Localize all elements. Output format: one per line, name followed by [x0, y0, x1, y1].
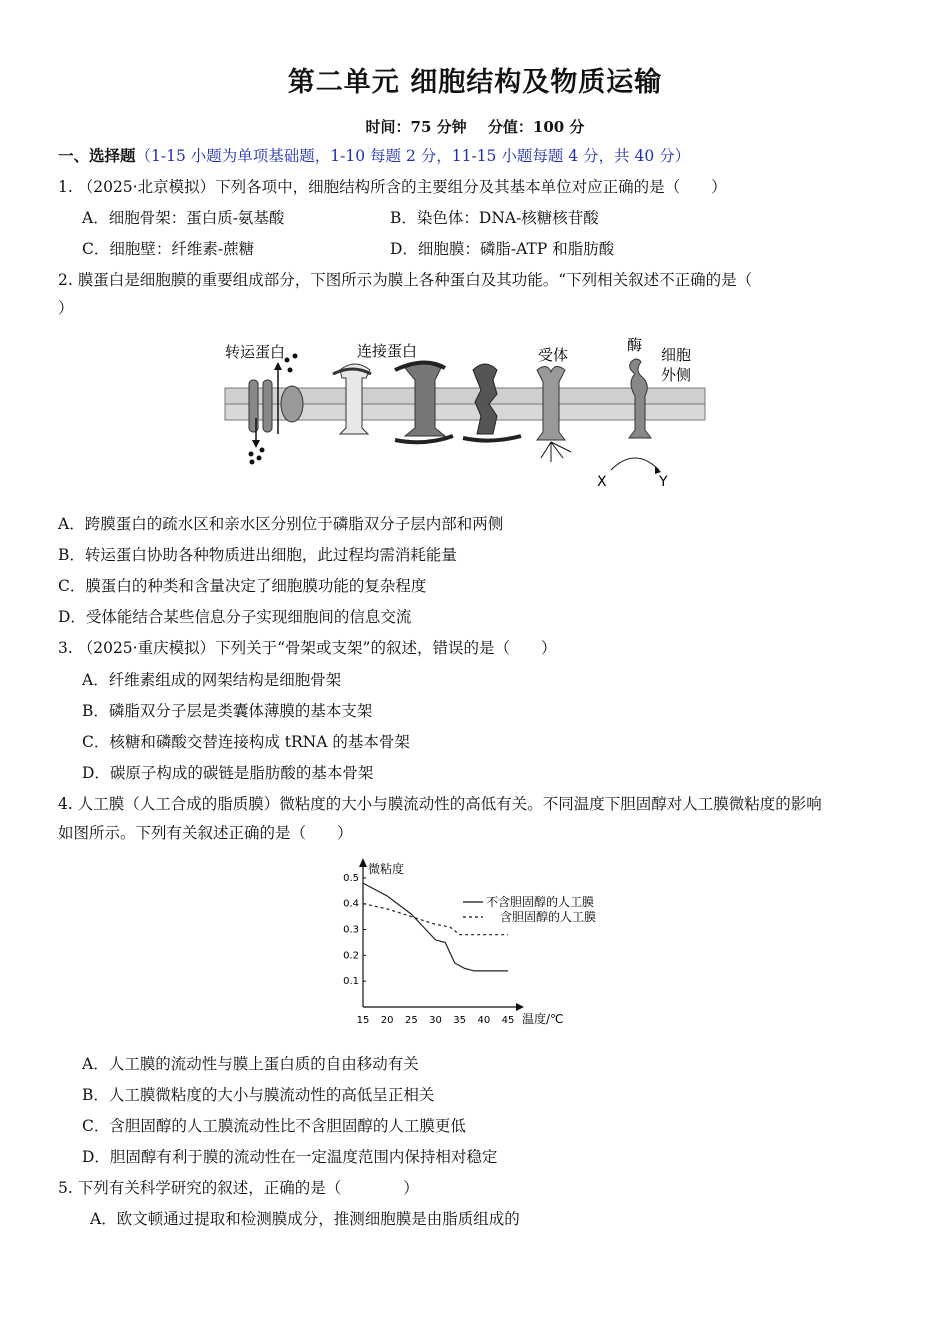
exam-time: 时间：75 分钟	[365, 118, 467, 136]
viscosity-chart	[330, 855, 620, 1035]
exam-score: 分值：100 分	[487, 118, 585, 136]
y-tick-label: 0.1	[343, 976, 359, 988]
y-tick-label: 0.3	[343, 924, 359, 936]
x-tick-label: 25	[404, 1015, 418, 1026]
page-title: 第二单元 细胞结构及物质运输	[287, 67, 663, 98]
q2-option-c: C．膜蛋白的种类和含量决定了细胞膜功能的复杂程度	[58, 577, 427, 595]
x-tick-label: 30	[429, 1015, 442, 1026]
q2-option-d: D．受体能结合某些信息分子实现细胞间的信息交流	[58, 608, 412, 626]
chart-xlabel: 温度/℃	[522, 1012, 564, 1026]
x-tick-label: 20	[380, 1015, 394, 1026]
figure-label-transport: 转运蛋白	[225, 343, 286, 361]
q2-stem-line2: ）	[58, 299, 74, 317]
q2-option-b: B．转运蛋白协助各种物质进出细胞，此过程均需消耗能量	[58, 546, 457, 564]
q2-option-a: A．跨膜蛋白的疏水区和亲水区分别位于磷脂双分子层内部和两侧	[58, 515, 504, 533]
figure-label-receptor: 受体	[538, 346, 569, 364]
x-tick-label: 40	[477, 1015, 491, 1026]
q4-option-a: A．人工膜的流动性与膜上蛋白质的自由移动有关	[82, 1055, 419, 1073]
figure-label-outside-1: 细胞	[661, 346, 692, 364]
q1-option-d: D．细胞膜：磷脂-ATP 和脂肪酸	[390, 240, 615, 258]
y-tick-label: 0.2	[343, 950, 359, 962]
q1-option-c: C．细胞壁：纤维素-蔗糖	[82, 240, 255, 258]
q3-stem: 3. （2025·重庆模拟）下列关于“骨架或支架”的叙述，错误的是（ ）	[58, 639, 557, 657]
q1-option-a: A．细胞骨架：蛋白质-氨基酸	[82, 209, 285, 227]
x-tick-label: 35	[453, 1015, 467, 1026]
x-tick-label: 15	[356, 1015, 370, 1026]
figure-label-x: X	[597, 474, 607, 490]
q2-stem-line1: 2. 膜蛋白是细胞膜的重要组成部分，下图所示为膜上各种蛋白及其功能。“下列相关叙述不正确的是（	[58, 271, 753, 289]
q3-option-d: D．碳原子构成的碳链是脂肪酸的基本骨架	[82, 764, 374, 782]
q4-stem-line2: 如图所示。下列有关叙述正确的是（ ）	[58, 824, 353, 842]
q4-option-b: B．人工膜微粘度的大小与膜流动性的高低呈正相关	[82, 1086, 435, 1104]
figure-label-link: 连接蛋白	[357, 342, 418, 360]
q4-option-c: C．含胆固醇的人工膜流动性比不含胆固醇的人工膜更低	[82, 1117, 466, 1135]
chart-ylabel: 微粘度	[368, 862, 405, 876]
q5-option-a: A．欧文顿通过提取和检测膜成分，推测细胞膜是由脂质组成的	[90, 1210, 520, 1228]
figure-label-enzyme: 酶	[627, 336, 643, 354]
q3-option-a: A．纤维素组成的网架结构是细胞骨架	[82, 671, 342, 689]
exam-meta	[0, 116, 950, 137]
q1-stem: 1. （2025·北京模拟）下列各项中，细胞结构所含的主要组分及其基本单位对应正确的是（ ）	[58, 178, 727, 196]
section-heading	[58, 145, 690, 167]
section-note: （1-15 小题为单项基础题，1-10 每题 2 分，11-15 小题每题 4 分，共 40 分）	[135, 147, 691, 165]
figure-label-outside-2: 外侧	[661, 366, 692, 384]
q3-option-c: C．核糖和磷酸交替连接构成 tRNA 的基本骨架	[82, 733, 410, 751]
y-tick-label: 0.4	[343, 898, 359, 910]
x-tick-label: 45	[501, 1015, 515, 1026]
q4-option-d: D．胆固醇有利于膜的流动性在一定温度范围内保持相对稳定	[82, 1148, 498, 1166]
q1-option-b: B．染色体：DNA-核糖核苷酸	[390, 209, 599, 227]
section-label: 一、选择题	[58, 146, 136, 165]
y-tick-label: 0.5	[343, 872, 359, 884]
q3-option-b: B．磷脂双分子层是类囊体薄膜的基本支架	[82, 702, 373, 720]
legend-series-2: 含胆固醇的人工膜	[500, 910, 597, 924]
membrane-protein-figure	[215, 330, 715, 500]
q4-stem-line1: 4. 人工膜（人工合成的脂质膜）微粘度的大小与膜流动性的高低有关。不同温度下胆固醇对人工膜微粘度的影响	[58, 795, 822, 813]
legend-series-1: 不含胆固醇的人工膜	[486, 895, 595, 909]
q5-stem: 5. 下列有关科学研究的叙述，正确的是（ ）	[58, 1179, 419, 1197]
figure-label-y: Y	[659, 474, 668, 490]
